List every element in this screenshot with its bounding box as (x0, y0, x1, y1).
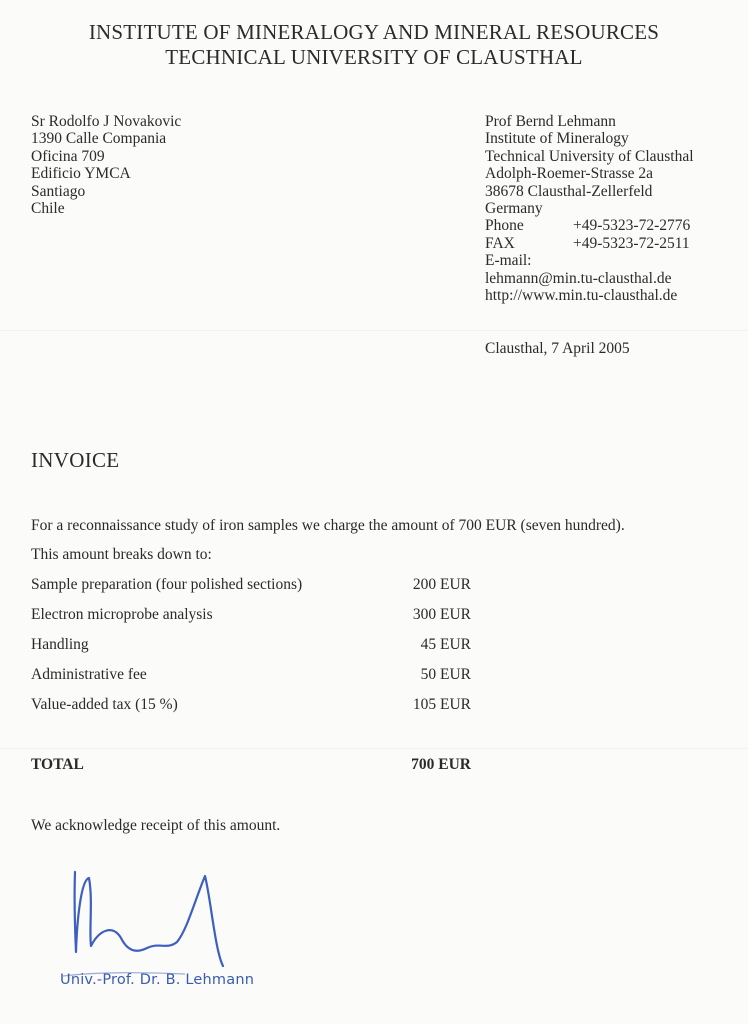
address-line: Institute of Mineralogy (485, 130, 629, 148)
address-line: Technical University of Clausthal (485, 147, 694, 165)
university-name: TECHNICAL UNIVERSITY OF CLAUSTHAL (165, 45, 583, 69)
line-item (31, 576, 471, 606)
fax-number: +49-5323-72-2511 (573, 234, 690, 252)
breakdown-label: This amount breaks down to: (31, 546, 212, 563)
address-line: Chile (31, 200, 65, 218)
paper-fold (0, 748, 748, 749)
total-amount: 700 EUR (411, 756, 471, 773)
address-line: Oficina 709 (31, 147, 105, 165)
address-line: Germany (485, 200, 543, 218)
line-item (31, 636, 471, 666)
address-line: Edificio YMCA (31, 165, 131, 183)
acknowledgement: We acknowledge receipt of this amount. (31, 817, 281, 834)
invoice-title: INVOICE (31, 448, 120, 472)
item-description: Handling (31, 636, 89, 653)
letter-date: Clausthal, 7 April 2005 (485, 340, 630, 357)
paper-fold (0, 330, 748, 331)
email-label: E-mail: (485, 252, 532, 270)
recipient-address (31, 113, 181, 217)
item-description: Administrative fee (31, 666, 147, 683)
institute-name: INSTITUTE OF MINERALOGY AND MINERAL RESOURCES (88, 20, 660, 44)
sender-address (485, 113, 694, 304)
email-address: lehmann@min.tu-clausthal.de (485, 269, 672, 287)
website-url: http://www.min.tu-clausthal.de (485, 287, 678, 305)
item-description: Electron microprobe analysis (31, 606, 213, 623)
total-label: TOTAL (31, 756, 84, 773)
item-amount: 45 EUR (420, 636, 471, 653)
item-description: Sample preparation (four polished sections) (31, 576, 303, 593)
item-description: Value-added tax (15 %) (31, 696, 178, 713)
item-amount: 300 EUR (412, 606, 471, 623)
phone-label: Phone (485, 217, 524, 235)
phone-number: +49-5323-72-2776 (573, 217, 691, 235)
item-amount: 105 EUR (412, 696, 471, 713)
item-amount: 200 EUR (412, 576, 471, 593)
line-item (31, 696, 471, 726)
address-line: 1390 Calle Compania (31, 130, 167, 148)
invoice-intro: For a reconnaissance study of iron samples we charge the amount of 700 EUR (seven hundred). (31, 517, 625, 534)
line-items (31, 576, 471, 726)
line-item (31, 666, 471, 696)
item-amount: 50 EUR (420, 666, 471, 683)
signature-stamp: Univ.-Prof. Dr. B. Lehmann (60, 972, 255, 988)
letterhead (0, 20, 748, 70)
address-line: 38678 Clausthal-Zellerfeld (485, 182, 653, 200)
address-line: Santiago (31, 182, 86, 200)
line-item (31, 606, 471, 636)
fax-label: FAX (485, 234, 515, 252)
address-line: Adolph-Roemer-Strasse 2a (485, 165, 653, 183)
fax-row (485, 235, 694, 252)
phone-row (485, 217, 694, 234)
address-line: Prof Bernd Lehmann (485, 113, 616, 130)
address-line: Sr Rodolfo J Novakovic (31, 113, 182, 130)
